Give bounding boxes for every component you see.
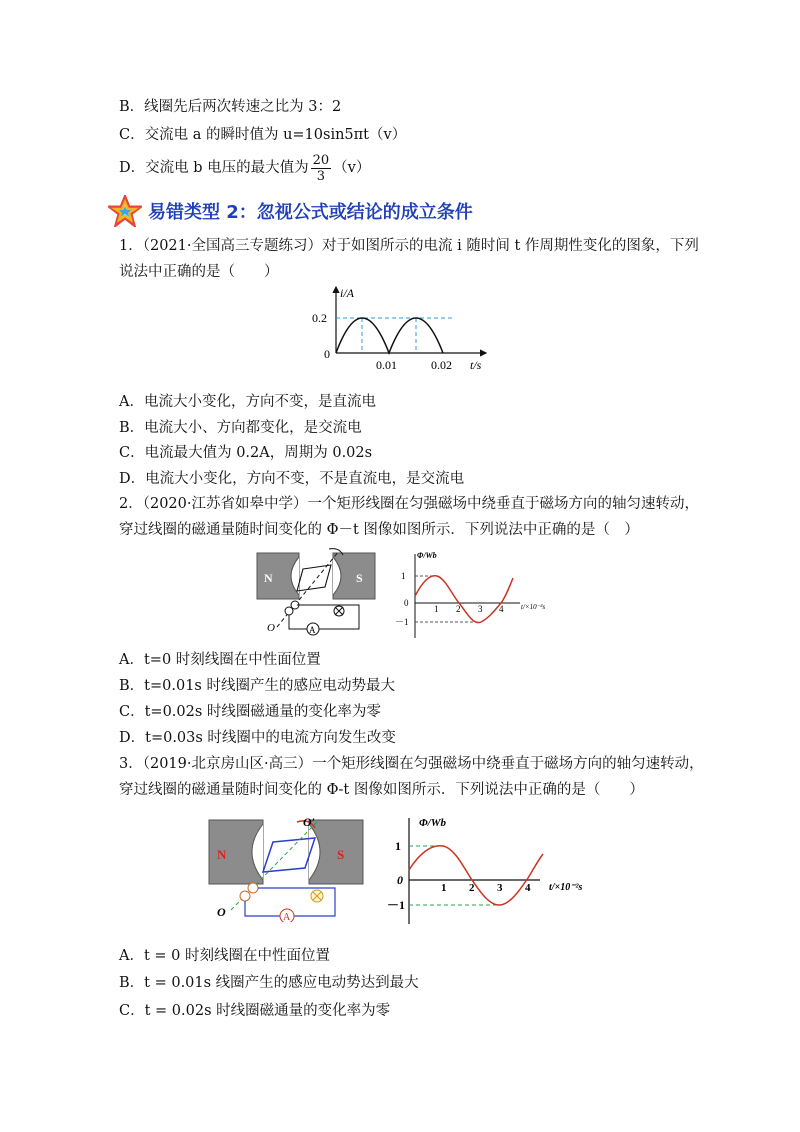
flux-curve (409, 846, 543, 905)
y-axis-label: Φ/Wb (417, 551, 437, 560)
x-tick-2: 2 (456, 604, 461, 614)
x-tick-0-02: 0.02 (431, 358, 452, 372)
fraction-denominator: 3 (316, 168, 326, 184)
q3-flux-graph (365, 812, 615, 927)
axis-o-label: O (267, 622, 275, 634)
magnet-n-label: N (217, 847, 227, 862)
y-tick-0-2: 0.2 (312, 311, 327, 325)
section-heading (108, 196, 473, 226)
y-tick-1: 1 (401, 571, 406, 581)
option-d-prefix: D．交流电 b 电压的最大值为 (119, 160, 309, 176)
q3-option-a: A．t = 0 时刻线圈在中性面位置 (119, 948, 330, 964)
q3-stem-line1: 3．（2019·北京房山区·高三）一个矩形线圈在匀强磁场中绕垂直于磁场方向的轴匀速转动， (119, 756, 704, 772)
magnet-s-label: S (356, 571, 363, 585)
y-tick-1: 1 (395, 839, 401, 853)
q3-generator-diagram (205, 812, 365, 922)
current-curve (336, 318, 443, 353)
option-c-prev: C．交流电 a 的瞬时值为 u=10sin5πt（v） (119, 127, 407, 143)
x-tick-1: 1 (434, 604, 439, 614)
q1-option-b: B．电流大小、方向都变化，是交流电 (119, 420, 362, 436)
magnet-n-label: N (264, 571, 273, 585)
x-tick-1: 1 (441, 882, 447, 894)
q1-option-a: A．电流大小变化，方向不变，是直流电 (119, 394, 376, 410)
x-tick-4: 4 (499, 604, 504, 614)
fraction-numerator: 20 (312, 152, 330, 168)
y-axis-label: Φ/Wb (419, 817, 447, 829)
option-b-prev: B．线圈先后两次转速之比为 3：2 (119, 99, 342, 115)
magnet-s-label: S (337, 847, 345, 862)
q2-option-c: C．t=0.02s 时线圈磁通量的变化率为零 (119, 704, 381, 720)
x-tick-2: 2 (469, 882, 475, 894)
option-d-suffix: （v） (333, 160, 371, 176)
q2-stem-line2: 穿过线圈的磁通量随时间变化的 Φ－t 图像如图所示．下列说法中正确的是（ ） (119, 522, 639, 538)
q1-stem-line1: 1．（2021·全国高三专题练习）对于如图所示的电流 i 随时间 t 作周期性变化的图象，下列 (119, 238, 699, 254)
q1-option-d: D．电流大小变化，方向不变，不是直流电，是交流电 (119, 471, 465, 487)
x-tick-3: 3 (497, 882, 503, 894)
x-tick-0-01: 0.01 (376, 358, 397, 372)
x-tick-3: 3 (478, 604, 483, 614)
q2-option-a: A．t=0 时刻线圈在中性面位置 (119, 652, 321, 668)
flux-curve (415, 576, 513, 623)
coil (297, 565, 331, 591)
q3-stem-line2: 穿过线圈的磁通量随时间变化的 Φ-t 图像如图所示．下列说法中正确的是（ ） (119, 782, 644, 798)
y-tick-neg1: －1 (395, 617, 409, 627)
ammeter-label: A (283, 912, 291, 922)
axis-o-prime-label: O′ (303, 815, 316, 829)
x-axis-label: t/s (470, 358, 482, 372)
star-icon (108, 195, 142, 227)
y-tick-neg1: －1 (387, 898, 406, 912)
coil (263, 838, 315, 872)
axis-o-label: O (217, 905, 226, 919)
option-d-prev (119, 152, 370, 184)
q2-option-b: B．t=0.01s 时线圈产生的感应电动势最大 (119, 678, 395, 694)
q3-option-b: B．t = 0.01s 线圈产生的感应电动势达到最大 (119, 975, 419, 991)
origin-label: 0 (324, 347, 330, 361)
origin-label: 0 (397, 873, 403, 887)
q1-stem-line2: 说法中正确的是（ ） (119, 264, 279, 280)
q1-current-graph (310, 283, 492, 378)
x-axis-label: t/×10⁻²s (521, 603, 546, 611)
q1-option-c: C．电流最大值为 0.2A，周期为 0.02s (119, 445, 373, 461)
q2-generator-diagram (253, 545, 379, 645)
q3-option-c: C．t = 0.02s 时线圈磁通量的变化率为零 (119, 1003, 391, 1019)
q2-flux-graph (395, 548, 570, 640)
y-axis-label: i/A (340, 286, 354, 300)
q2-stem-line1: 2．（2020·江苏省如皋中学）一个矩形线圈在匀强磁场中绕垂直于磁场方向的轴匀速转动， (119, 496, 699, 512)
section-title: 易错类型 2：忽视公式或结论的成立条件 (148, 202, 473, 223)
x-tick-4: 4 (525, 882, 531, 894)
fraction (311, 153, 332, 184)
ammeter-label: A (309, 625, 316, 635)
origin-label: 0 (404, 598, 409, 608)
x-axis-label: t/×10⁻²s (549, 882, 583, 893)
q2-option-d: D．t=0.03s 时线圈中的电流方向发生改变 (119, 730, 396, 746)
